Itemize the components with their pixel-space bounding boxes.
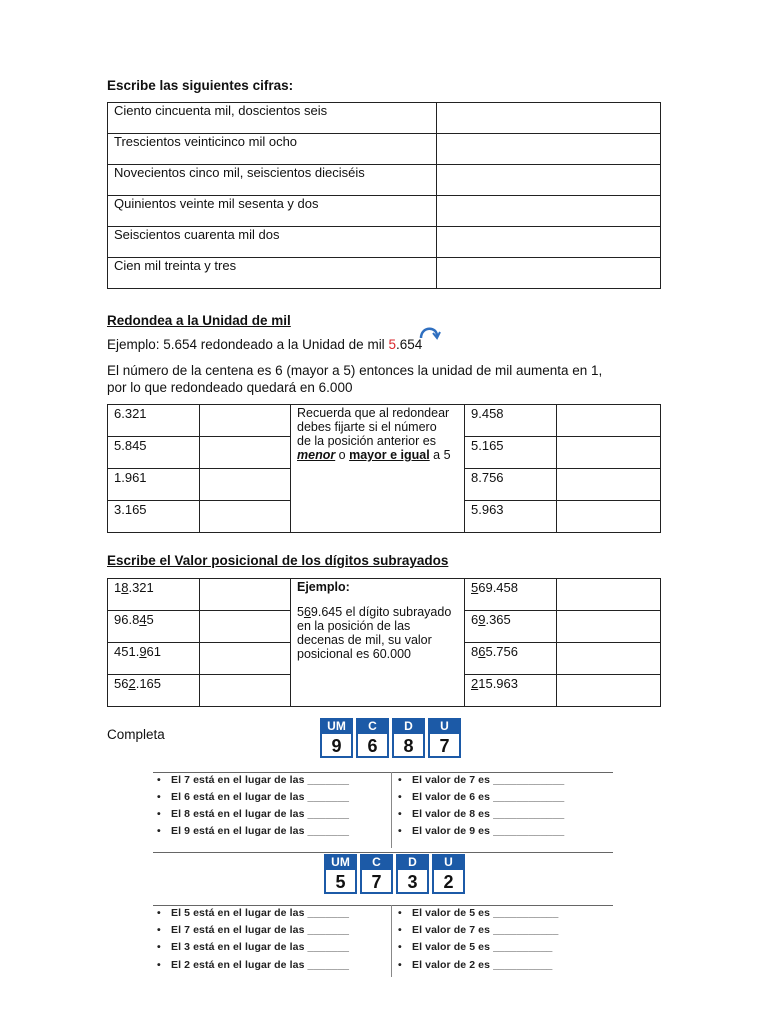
- list-item: • El valor de 5 es ___________: [398, 907, 559, 919]
- number-cell: 96.845: [108, 611, 200, 643]
- answer-cell[interactable]: [557, 643, 661, 675]
- number-cell: 215.963: [465, 675, 557, 707]
- number-cell: 18.321: [108, 579, 200, 611]
- curved-arrow-icon: [418, 324, 442, 340]
- write-numbers-table: [107, 102, 661, 289]
- answer-cell[interactable]: [437, 227, 661, 258]
- digit: 7: [428, 734, 461, 758]
- digit: 6: [356, 734, 389, 758]
- example-text: Ejemplo: 5.654 redondeado a la Unidad de mil: [107, 337, 389, 352]
- answer-cell[interactable]: [557, 437, 661, 469]
- digit: 3: [396, 870, 429, 894]
- header-d: D: [392, 718, 428, 734]
- table-row: [108, 258, 661, 289]
- note-menor: menor: [297, 448, 336, 462]
- note-o: o: [335, 448, 350, 462]
- number-cell: 1.961: [108, 469, 200, 501]
- note-line: de la posición anterior es: [297, 434, 436, 448]
- header-um: UM: [320, 718, 356, 734]
- table-row: [108, 196, 661, 227]
- list-item: • El 7 está en el lugar de las _______: [157, 924, 350, 936]
- completa-label: Completa: [107, 727, 165, 742]
- answer-cell[interactable]: [557, 611, 661, 643]
- divider: [153, 772, 613, 773]
- answer-cell[interactable]: [437, 165, 661, 196]
- answer-cell[interactable]: [200, 611, 291, 643]
- digit: 8: [392, 734, 425, 758]
- phrase-cell: Ciento cincuenta mil, doscientos seis: [108, 103, 437, 134]
- digit: 9: [320, 734, 353, 758]
- answer-cell[interactable]: [200, 469, 291, 501]
- answer-cell[interactable]: [437, 134, 661, 165]
- divider: [153, 852, 613, 853]
- section2-heading: Redondea a la Unidad de mil: [107, 313, 291, 328]
- example-title: Ejemplo:: [297, 580, 350, 594]
- answer-cell[interactable]: [200, 579, 291, 611]
- answer-cell[interactable]: [200, 437, 291, 469]
- note-line: Recuerda que al redondear: [297, 406, 450, 420]
- header-um: UM: [324, 854, 360, 870]
- place-value-example: [291, 579, 465, 707]
- list-item: • El valor de 9 es ____________: [398, 825, 565, 837]
- section1-heading: Escribe las siguientes cifras:: [107, 78, 294, 93]
- rounding-table: [107, 404, 661, 533]
- example-suffix: .654: [395, 337, 423, 352]
- explanation-line: El número de la centena es 6 (mayor a 5) entonces la unidad de mil aumenta en 1,: [107, 363, 603, 378]
- example-line: 569.645 el dígito subrayado: [297, 605, 452, 619]
- answer-cell[interactable]: [200, 675, 291, 707]
- divider: [153, 905, 613, 906]
- example-line: decenas de mil, su valor: [297, 633, 432, 647]
- phrase-cell: Trescientos veinticinco mil ocho: [108, 134, 437, 165]
- number-cell: 562.165: [108, 675, 200, 707]
- answer-cell[interactable]: [557, 405, 661, 437]
- list-item: • El 8 está en el lugar de las _______: [157, 808, 350, 820]
- answer-cell[interactable]: [557, 501, 661, 533]
- note-a5: a 5: [429, 448, 451, 462]
- header-u: U: [428, 718, 464, 734]
- number-cell: 5.165: [465, 437, 557, 469]
- phrase-cell: Cien mil treinta y tres: [108, 258, 437, 289]
- note-line: [297, 448, 458, 462]
- list-item: • El 7 está en el lugar de las _______: [157, 774, 350, 786]
- number-cell: 6.321: [108, 405, 200, 437]
- list-item: • El 6 está en el lugar de las _______: [157, 791, 350, 803]
- rounding-example: [107, 337, 422, 352]
- rounding-note: [291, 405, 465, 533]
- list-item: • El valor de 7 es ___________: [398, 924, 559, 936]
- answer-cell[interactable]: [200, 405, 291, 437]
- list-item: • El 5 está en el lugar de las _______: [157, 907, 350, 919]
- number-cell: 3.165: [108, 501, 200, 533]
- list-item: • El 3 está en el lugar de las _______: [157, 941, 350, 953]
- number-cell: 69.365: [465, 611, 557, 643]
- answer-cell[interactable]: [557, 675, 661, 707]
- phrase-cell: Novecientos cinco mil, seiscientos dieciséis: [108, 165, 437, 196]
- answer-cell[interactable]: [557, 579, 661, 611]
- list-item: • El 9 está en el lugar de las _______: [157, 825, 350, 837]
- list-item: • El valor de 7 es ____________: [398, 774, 565, 786]
- divider: [391, 905, 392, 977]
- header-c: C: [360, 854, 396, 870]
- rounding-explanation: [107, 362, 602, 396]
- number-cell: 451.961: [108, 643, 200, 675]
- number-cell: 569.458: [465, 579, 557, 611]
- place-value-box-1: [320, 718, 464, 758]
- phrase-cell: Quinientos veinte mil sesenta y dos: [108, 196, 437, 227]
- example-digit: 5: [388, 337, 396, 352]
- digit: 2: [432, 870, 465, 894]
- table-row: [108, 165, 661, 196]
- list-item: • El valor de 8 es ____________: [398, 808, 565, 820]
- example-line: en la posición de las: [297, 619, 411, 633]
- number-cell: 8.756: [465, 469, 557, 501]
- section3-heading: Escribe el Valor posicional de los dígitos subrayados: [107, 553, 449, 568]
- answer-cell[interactable]: [200, 643, 291, 675]
- number-cell: 5.845: [108, 437, 200, 469]
- number-cell: 865.756: [465, 643, 557, 675]
- answer-cell[interactable]: [437, 196, 661, 227]
- table-row: [108, 227, 661, 258]
- explanation-line: por lo que redondeado quedará en 6.000: [107, 380, 353, 395]
- divider: [391, 772, 392, 848]
- header-c: C: [356, 718, 392, 734]
- note-mayor: mayor e igual: [349, 448, 430, 462]
- place-value-box-2: [324, 854, 468, 894]
- answer-cell[interactable]: [437, 103, 661, 134]
- answer-cell[interactable]: [200, 501, 291, 533]
- phrase-cell: Seiscientos cuarenta mil dos: [108, 227, 437, 258]
- table-row: [108, 103, 661, 134]
- list-item: • El valor de 6 es ____________: [398, 791, 565, 803]
- number-cell: 5.963: [465, 501, 557, 533]
- example-line: posicional es 60.000: [297, 647, 411, 661]
- answer-cell[interactable]: [437, 258, 661, 289]
- table-row: [108, 405, 661, 437]
- header-u: U: [432, 854, 468, 870]
- list-item: • El valor de 5 es __________: [398, 941, 553, 953]
- list-item: • El 2 está en el lugar de las _______: [157, 959, 350, 971]
- digit: 7: [360, 870, 393, 894]
- number-cell: 9.458: [465, 405, 557, 437]
- table-row: [108, 134, 661, 165]
- place-value-table: [107, 578, 661, 707]
- answer-cell[interactable]: [557, 469, 661, 501]
- header-d: D: [396, 854, 432, 870]
- list-item: • El valor de 2 es __________: [398, 959, 553, 971]
- note-line: debes fijarte si el número: [297, 420, 437, 434]
- digit: 5: [324, 870, 357, 894]
- table-row: [108, 579, 661, 611]
